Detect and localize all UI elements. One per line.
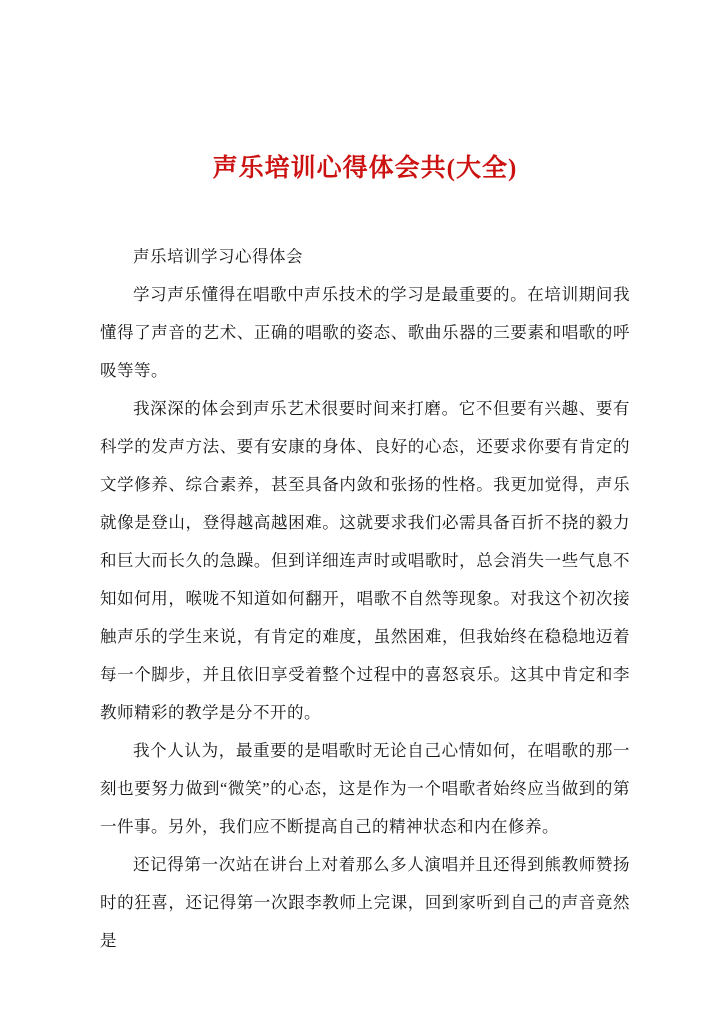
document-body bbox=[100, 238, 630, 960]
paragraph-subtitle: 声乐培训学习心得体会 bbox=[133, 247, 303, 266]
paragraph: 学习声乐懂得在唱歌中声乐技术的学习是最重要的。在培训期间我懂得了声音的艺术、正确的唱歌的姿态、歌曲乐器的三要素和唱歌的呼吸等等。 bbox=[100, 285, 630, 380]
document-title: 声乐培训心得体会共(大全) bbox=[212, 155, 518, 182]
paragraph: 我个人认为，最重要的是唱歌时无论自己心情如何，在唱歌的那一刻也要努力做到“微笑”的心态，这是作为一个唱歌者始终应当做到的第一件事。另外，我们应不断提高自己的精神状态和内在修养。 bbox=[100, 741, 630, 836]
paragraph: 我深深的体会到声乐艺术很要时间来打磨。它不但要有兴趣、要有科学的发声方法、要有安康的身体、良好的心态，还要求你要有肯定的文学修养、综合素养，甚至具备内敛和张扬的性格。我更加觉得，声乐就像是登山，登得越高越困难。这就要求我们必需具备百折不挠的毅力和巨大而长久的急躁。但到详细连声时或唱歌时，总会消失一些气息不知如何用，喉咙不知道如何翻开，唱歌不自然等现象。对我这个初次接触声乐的学生来说，有肯定的难度，虽然困难，但我始终在稳稳地迈着每一个脚步，并且依旧享受着整个过程中的喜怒哀乐。这其中肯定和李教师精彩的教学是分不开的。 bbox=[100, 399, 630, 722]
paragraph: 还记得第一次站在讲台上对着那么多人演唱并且还得到熊教师赞扬时的狂喜，还记得第一次跟李教师上完课，回到家听到自己的声音竟然是 bbox=[100, 855, 630, 950]
